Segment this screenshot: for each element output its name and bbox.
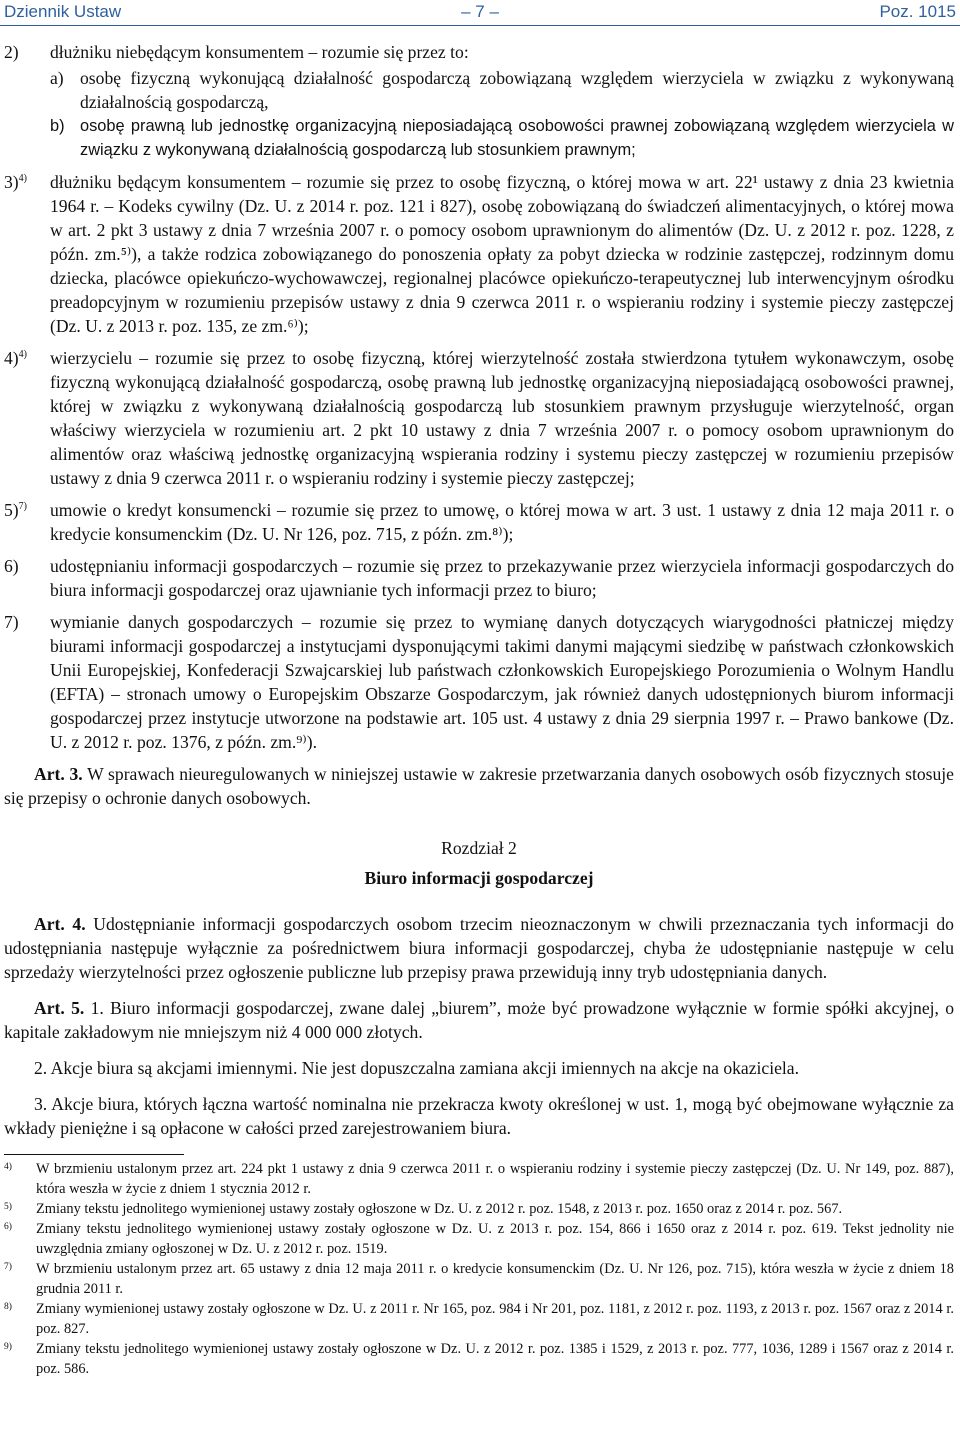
item-text: wierzycielu – rozumie się przez to osobę fizyczną, której wierzytelność została stwierdzona tytułem wykonawczym, osobę fizyczną wykonującą działalność gospodarczą, osobę prawną lub jednostkę organizacyjną nieposiadającą osobowości prawnej, której w związku z wykonywaną działalnością gospodarczą lub stosunkiem prawnym przysługuje wierzytelność, organ właściwy wierzyciela w rozumieniu art. 2 pkt 10 ustawy z dnia 7 września 2007 r. o pomocy osobom uprawnionym do alimentów oraz właściwą jednostkę organizacyjną wspierania rodziny i systemu pieczy zastępczej w rozumieniu przepisów ustawy z dnia 9 czerwca 2011 r. o wspieraniu rodziny i systemie pieczy zastępczej; <box>50 348 954 488</box>
footnote-number: 5) <box>4 1202 12 1212</box>
item-text: dłużniku będącym konsumentem – rozumie się przez to osobę fizyczną, o której mowa w art. 22¹ ustawy z dnia 23 kwietnia 1964 r. – Kodeks cywilny (Dz. U. z 2014 r. poz. 121 i 827), osobę zobowiązaną do świadczeń alimentacyjnych, o której mowa w art. 2 pkt 3 ustawy z dnia 7 września 2007 r. o pomocy osobom uprawnionym do alimentów (Dz. U. z 2012 r. poz. 1228, z późn. zm.⁵⁾), a także rodzica zobowiązanego do ponoszenia opłaty za pobyt dziecka w rodzinie zastępczej, rodzinnym domu dziecka, placówce opiekuńczo-wychowawczej, regionalnej placówce opiekuńczo-terapeutycznej lub interwencyjnym ośrodku preadopcyjnym w rozumieniu przepisów ustawy z dnia 9 czerwca 2011 r. o wspieraniu rodziny i systemie pieczy zastępczej (Dz. U. z 2013 r. poz. 135, ze zm.⁶⁾); <box>50 172 954 336</box>
footnote <box>4 1159 954 1199</box>
subitem-letter: a) <box>50 68 64 88</box>
footnote-text: W brzmieniu ustalonym przez art. 65 ustawy z dnia 12 maja 2011 r. o kredycie konsumenckim (Dz. U. Nr 126, poz. 715), która weszła w życie z dniem 18 grudnia 2011 r. <box>36 1261 954 1297</box>
item-number: 7) <box>4 612 19 632</box>
footnote-number: 8) <box>4 1302 12 1312</box>
footnote <box>4 1199 954 1219</box>
item-text: dłużniku niebędącym konsumentem – rozumie się przez to: <box>50 42 469 62</box>
article-label: Art. 5. <box>34 998 85 1018</box>
footnote-text: Zmiany tekstu jednolitego wymienionej ustawy zostały ogłoszone w Dz. U. z 2012 r. poz. 1548, z 2013 r. poz. 1650 oraz z 2014 r. poz. 567. <box>36 1201 843 1217</box>
article-3 <box>4 762 954 810</box>
footnote-number: 9) <box>4 1342 12 1352</box>
page-number: – 7 – <box>461 2 499 21</box>
subitem-text: osobę prawną lub jednostkę organizacyjną nieposiadającą osobowości prawnej zobowiązaną względem wierzyciela w związku z wykonywaną działalnością gospodarczą lub stosunkiem prawnym; <box>80 117 954 159</box>
journal-title: Dziennik Ustaw <box>4 2 122 21</box>
definition-subitem <box>4 114 954 162</box>
article-5-paragraph-1 <box>4 996 954 1044</box>
item-number: 3)$^{4)}$ <box>4 172 27 192</box>
subitem-text: osobę fizyczną wykonującą działalność gospodarczą zobowiązaną względem wierzyciela w związku z wykonywaną działalnością gospodarczą, <box>80 68 954 112</box>
page-header <box>0 0 960 32</box>
chapter-title: Biuro informacji gospodarczej <box>364 868 594 888</box>
article-label: Art. 3. <box>34 764 83 784</box>
item-number: 6) <box>4 556 19 576</box>
article-5-paragraph-2: 2. Akcje biura są akcjami imiennymi. Nie jest dopuszczalna zamiana akcji imiennych na akcje na okaziciela. <box>34 1058 800 1078</box>
article-5-paragraph-3: 3. Akcje biura, których łączna wartość nominalna nie przekracza kwoty określonej w ust. 1, mogą być obejmowane wyłącznie za wkłady pieniężne i są opłacone w całości przed zarejestrowaniem biura. <box>4 1094 954 1138</box>
chapter-number: Rozdział 2 <box>441 838 517 858</box>
definition-item <box>4 554 954 602</box>
definition-item <box>4 346 954 490</box>
item-number: 4)$^{4)}$ <box>4 348 27 368</box>
position-number: Poz. 1015 <box>879 2 956 21</box>
footnote <box>4 1339 954 1379</box>
definition-item <box>4 170 954 338</box>
definition-item <box>4 40 954 64</box>
document-body <box>4 40 954 1379</box>
definition-subitem <box>4 66 954 114</box>
footnote-text: Zmiany wymienionej ustawy zostały ogłoszone w Dz. U. z 2011 r. Nr 165, poz. 984 i Nr 201, poz. 1181, z 2012 r. poz. 1193, z 2013 r. poz. 1567 oraz z 2014 r. poz. 827. <box>36 1301 954 1337</box>
footnote-ref: 7) <box>18 501 27 512</box>
footnote-number: 7) <box>4 1262 12 1272</box>
article-text: Udostępnianie informacji gospodarczych osobom trzecim nieoznaczonym w chwili przeznaczania tych informacji do udostępniania następuje wyłącznie za pośrednictwem biura informacji gospodarczej, chyba że udostępnianie następuje w celu sprzedaży wierzytelności przez ogłoszenie publiczne lub przepisy prawa przewidują inny tryb udostępniania danych. <box>4 914 954 982</box>
footnote-number: 4) <box>4 1162 12 1172</box>
footnote <box>4 1259 954 1299</box>
header-divider <box>0 25 960 26</box>
footnote-ref: 4) <box>18 173 27 184</box>
footnote-text: W brzmieniu ustalonym przez art. 224 pkt 1 ustawy z dnia 9 czerwca 2011 r. o wspieraniu rodziny i systemie pieczy zastępczej (Dz. U. Nr 149, poz. 887), która weszła w życie z dniem 1 stycznia 2012 r. <box>36 1161 954 1197</box>
footnote-text: Zmiany tekstu jednolitego wymienionej ustawy zostały ogłoszone w Dz. U. z 2013 r. poz. 154, 866 i 1650 oraz z 2014 r. poz. 619. Tekst jednolity nie uwzględnia zmiany ogłoszonej w Dz. U. z 2012 r. poz. 1519. <box>36 1221 954 1257</box>
footnote <box>4 1299 954 1339</box>
article-label: Art. 4. <box>34 914 86 934</box>
item-text: wymianie danych gospodarczych – rozumie się przez to wymianę danych dotyczących wiarygodności płatniczej między biurami informacji gospodarczej a instytucjami dysponującymi takimi danymi mającymi siedzibę w państwach członkowskich Unii Europejskiej, Konfederacji Szwajcarskiej lub państwach członkowskich Europejskiego Porozumienia o Wolnym Handlu (EFTA) – stronach umowy o Europejskim Obszarze Gospodarczym, jak również danych udostępnionych biurom informacji gospodarczej przez instytucje utworzone na podstawie art. 105 ust. 4 ustawy z dnia 29 sierpnia 1997 r. – Prawo bankowe (Dz. U. z 2012 r. poz. 1376, z późn. zm.⁹⁾). <box>50 612 954 752</box>
footnote-ref: 4) <box>18 349 27 360</box>
definition-item <box>4 610 954 754</box>
article-text: 1. Biuro informacji gospodarczej, zwane dalej „biurem”, może być prowadzone wyłącznie w formie spółki akcyjnej, o kapitale zakładowym nie mniejszym niż 4 000 000 złotych. <box>4 998 955 1042</box>
item-number: 5)$^{7)}$ <box>4 500 27 520</box>
footnote-separator <box>4 1154 184 1155</box>
item-text: umowie o kredyt konsumencki – rozumie się przez to umowę, o której mowa w art. 3 ust. 1 ustawy z dnia 12 maja 2011 r. o kredycie konsumenckim (Dz. U. Nr 126, poz. 715, z późn. zm.⁸⁾); <box>50 500 954 544</box>
subitem-letter: b) <box>50 117 65 135</box>
article-4 <box>4 912 954 984</box>
footnote-number: 6) <box>4 1222 12 1232</box>
footnote-text: Zmiany tekstu jednolitego wymienionej ustawy zostały ogłoszone w Dz. U. z 2012 r. poz. 1385 i 1529, z 2013 r. poz. 777, 1036, 1289 i 1567 oraz z 2014 r. poz. 586. <box>36 1341 954 1377</box>
definition-item <box>4 498 954 546</box>
item-number: 2) <box>4 42 19 62</box>
article-text: W sprawach nieuregulowanych w niniejszej ustawie w zakresie przetwarzania danych osobowych osób fizycznych stosuje się przepisy o ochronie danych osobowych. <box>4 764 954 808</box>
item-text: udostępnianiu informacji gospodarczych – rozumie się przez to przekazywanie przez wierzyciela informacji gospodarczych do biura informacji gospodarczej oraz ujawnianie tych informacji przez to biuro; <box>50 556 954 600</box>
footnote <box>4 1219 954 1259</box>
